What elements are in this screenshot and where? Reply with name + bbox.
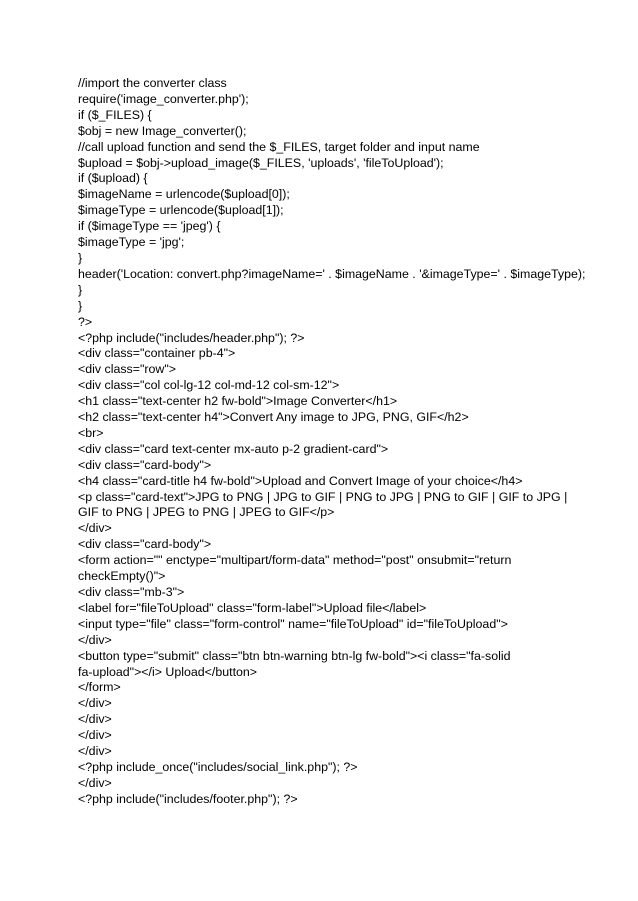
code-line: </div> (78, 728, 112, 743)
code-line: <div class="col col-lg-12 col-md-12 col-sm-12"> (78, 378, 340, 393)
code-line: fa-upload"></i> Upload</button> (78, 664, 258, 679)
code-line: checkEmpty()"> (78, 569, 166, 584)
code-line: if ($_FILES) { (78, 107, 152, 122)
code-line: } (78, 282, 83, 297)
code-line: <br> (78, 425, 104, 440)
code-line: $imageType = urlencode($upload[1]); (78, 203, 284, 218)
code-line: <?php include("includes/footer.php"); ?> (78, 791, 298, 806)
code-line: $imageType = 'jpg'; (78, 235, 185, 250)
code-line: <div class="card-body"> (78, 537, 212, 552)
code-line: </div> (78, 632, 112, 647)
code-line: <?php include("includes/header.php"); ?> (78, 330, 305, 345)
code-line: $imageName = urlencode($upload[0]); (78, 187, 290, 202)
code-line: if ($imageType == 'jpeg') { (78, 219, 221, 234)
code-line: GIF to PNG | JPEG to PNG | JPEG to GIF</p> (78, 505, 335, 520)
code-line: <h2 class="text-center h4">Convert Any image to JPG, PNG, GIF</h2> (78, 410, 469, 425)
code-line: <input type="file" class="form-control" name="fileToUpload" id="fileToUpload"> (78, 616, 508, 631)
code-line: ?> (78, 314, 93, 329)
code-line: } (78, 250, 83, 265)
code-line: <form action="" enctype="multipart/form-data" method="post" onsubmit="return (78, 553, 512, 568)
code-line: </form> (78, 680, 121, 695)
code-line: </div> (78, 744, 112, 759)
code-line: } (78, 298, 83, 313)
code-line: <h1 class="text-center h2 fw-bold">Image Converter</h1> (78, 394, 398, 409)
code-line: <p class="card-text">JPG to PNG | JPG to GIF | PNG to JPG | PNG to GIF | GIF to JPG | (78, 489, 568, 504)
code-line: </div> (78, 521, 112, 536)
code-line: <label for="fileToUpload" class="form-label">Upload file</label> (78, 600, 427, 615)
code-line: if ($upload) { (78, 171, 148, 186)
code-line: <button type="submit" class="btn btn-warning btn-lg fw-bold"><i class="fa-solid (78, 648, 511, 663)
code-line: header('Location: convert.php?imageName=' . $imageName . '&imageType=' . $imageType); (78, 266, 586, 281)
code-line: </div> (78, 712, 112, 727)
code-line: <h4 class="card-title h4 fw-bold">Upload and Convert Image of your choice</h4> (78, 473, 523, 488)
code-line: </div> (78, 696, 112, 711)
code-line: <div class="row"> (78, 362, 176, 377)
code-line: <div class="card-body"> (78, 457, 212, 472)
code-listing (78, 76, 586, 808)
code-line: //import the converter class (78, 76, 227, 90)
code-line: <?php include_once("includes/social_link.php"); ?> (78, 759, 358, 774)
code-line: //call upload function and send the $_FILES, target folder and input name (78, 139, 480, 154)
code-line: $upload = $obj->upload_image($_FILES, 'uploads', 'fileToUpload'); (78, 155, 444, 170)
code-line: </div> (78, 775, 112, 790)
code-line: <div class="card text-center mx-auto p-2 gradient-card"> (78, 441, 389, 456)
code-line: <div class="mb-3"> (78, 585, 185, 599)
code-line: $obj = new Image_converter(); (78, 123, 247, 138)
code-line: <div class="container pb-4"> (78, 346, 236, 361)
code-line: require('image_converter.php'); (78, 91, 249, 106)
